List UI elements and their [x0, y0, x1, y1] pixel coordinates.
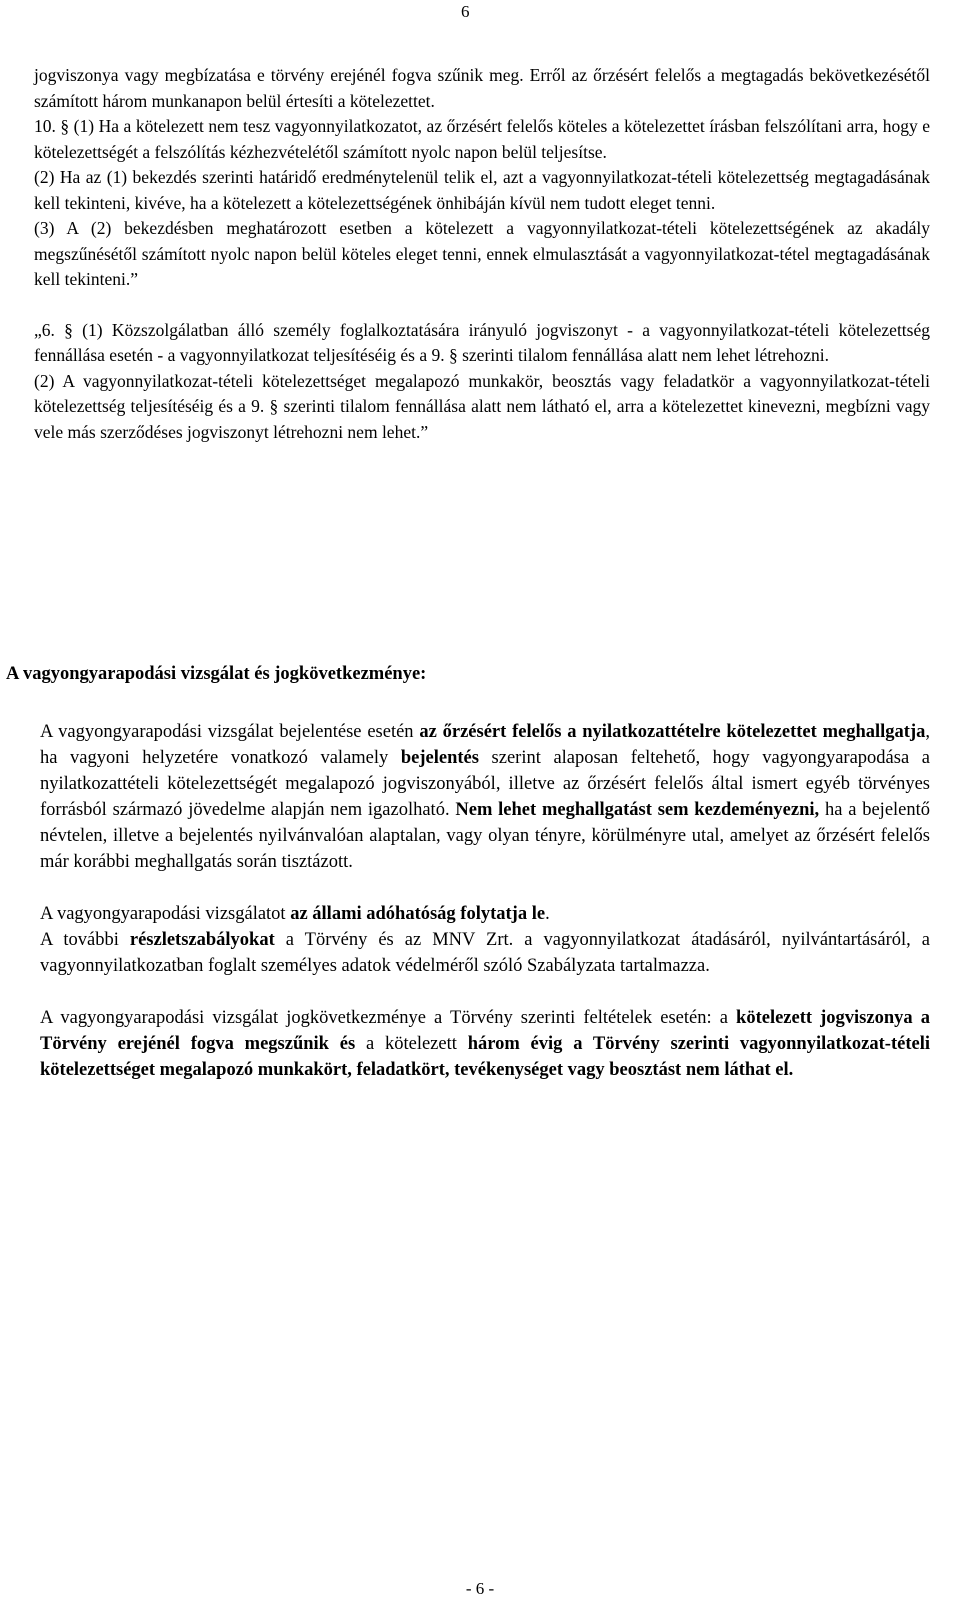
- paragraph-tax-authority: A vagyongyarapodási vizsgálatot az állami adóhatóság folytatja le.: [40, 904, 550, 924]
- paragraph: (2) Ha az (1) bekezdés szerinti határidő eredménytelenül telik el, azt a vagyonnyilatkozat-tételi kötelezettség megtagadásának kell tekinteni, kivéve, ha a kötelezett a kötelezettségének önhibáján kívül nem tudott eleget tenni.: [34, 167, 930, 213]
- page-number-bottom: - 6 -: [465, 1579, 495, 1598]
- body-block: [40, 719, 930, 1083]
- paragraph-consequence: A vagyongyarapodási vizsgálat jogkövetkezménye a Törvény szerinti feltételek esetén: a kötelezett jogviszonya a Törvény erejénél fogva megszűnik és a kötelezett három évig a Törvény szerinti vagyonnyilatkozat-tételi kötelezettséget megalapozó munkakört, feladatkört, tevékenységet vagy beosztást nem láthat el.: [40, 1008, 930, 1080]
- section-heading: A vagyongyarapodási vizsgálat és jogkövetkezménye:: [6, 664, 427, 684]
- page-number-top: 6: [461, 2, 470, 21]
- paragraph: 10. § (1) Ha a kötelezett nem tesz vagyonnyilatkozatot, az őrzésért felelős köteles a kötelezettet írásban felszólítani arra, hogy e kötelezettségét a felszólítás kézhezvételétől számított nyolc napon belül teljesítse.: [34, 116, 930, 162]
- intro-block: [34, 63, 930, 445]
- paragraph: (3) A (2) bekezdésben meghatározott esetben a kötelezett a vagyonnyilatkozat-tételi kötelezettségének az akadály megszűnésétől számított nyolc napon belül köteles eleget tenni, ennek elmulasztását a vagyonnyilatkozat-tétel megtagadásának kell tekinteni.”: [34, 218, 930, 289]
- paragraph: (2) A vagyonnyilatkozat-tételi kötelezettséget megalapozó munkakör, beosztás vagy feladatkör a vagyonnyilatkozat-tételi kötelezettség teljesítéséig és a 9. § szerinti tilalom fennállása alatt nem látható el, arra a kötelezettet kinevezni, megbízni vagy vele más szerződéses jogviszonyt létrehozni nem lehet.”: [34, 370, 930, 442]
- paragraph-rules: A további részletszabályokat a Törvény és az MNV Zrt. a vagyonnyilatkozat átadásáról, nyilvántartásáról, a vagyonnyilatkozatban foglalt személyes adatok védelméről szóló Szabályzata tartalmazza.: [40, 930, 930, 976]
- paragraph-hearing: A vagyongyarapodási vizsgálat bejelentése esetén az őrzésért felelős a nyilatkozattételre kötelezettet meghallgatja, ha vagyoni helyzetére vonatkozó valamely bejelentés szerint alaposan feltehető, hogy vagyongyarapodása a nyilatkozattételi kötelezettségét megalapozó jogviszonyából, illetve az őrzésért felelős által ismert egyéb törvényes forrásból származó jövedelme alapján nem igazolható. Nem lehet meghallgatást sem kezdeményezni, ha a bejelentő névtelen, illetve a bejelentés nyilvánvalóan alaptalan, vagy olyan tényre, körülményre utal, amelyet az őrzésért felelős már korábbi meghallgatás során tisztázott.: [40, 722, 931, 872]
- paragraph: „6. § (1) Közszolgálatban álló személy foglalkoztatására irányuló jogviszonyt - a vagyonnyilatkozat-tételi kötelezettség fennállása esetén - a vagyonnyilatkozat teljesítéséig és a 9. § szerinti tilalom fennállása alatt nem lehet létrehozni.: [34, 319, 930, 365]
- paragraph: jogviszonya vagy megbízatása e törvény erejénél fogva szűnik meg. Erről az őrzésért felelős a megtagadás bekövetkezésétől számított három munkanapon belül értesíti a kötelezettet.: [34, 65, 930, 111]
